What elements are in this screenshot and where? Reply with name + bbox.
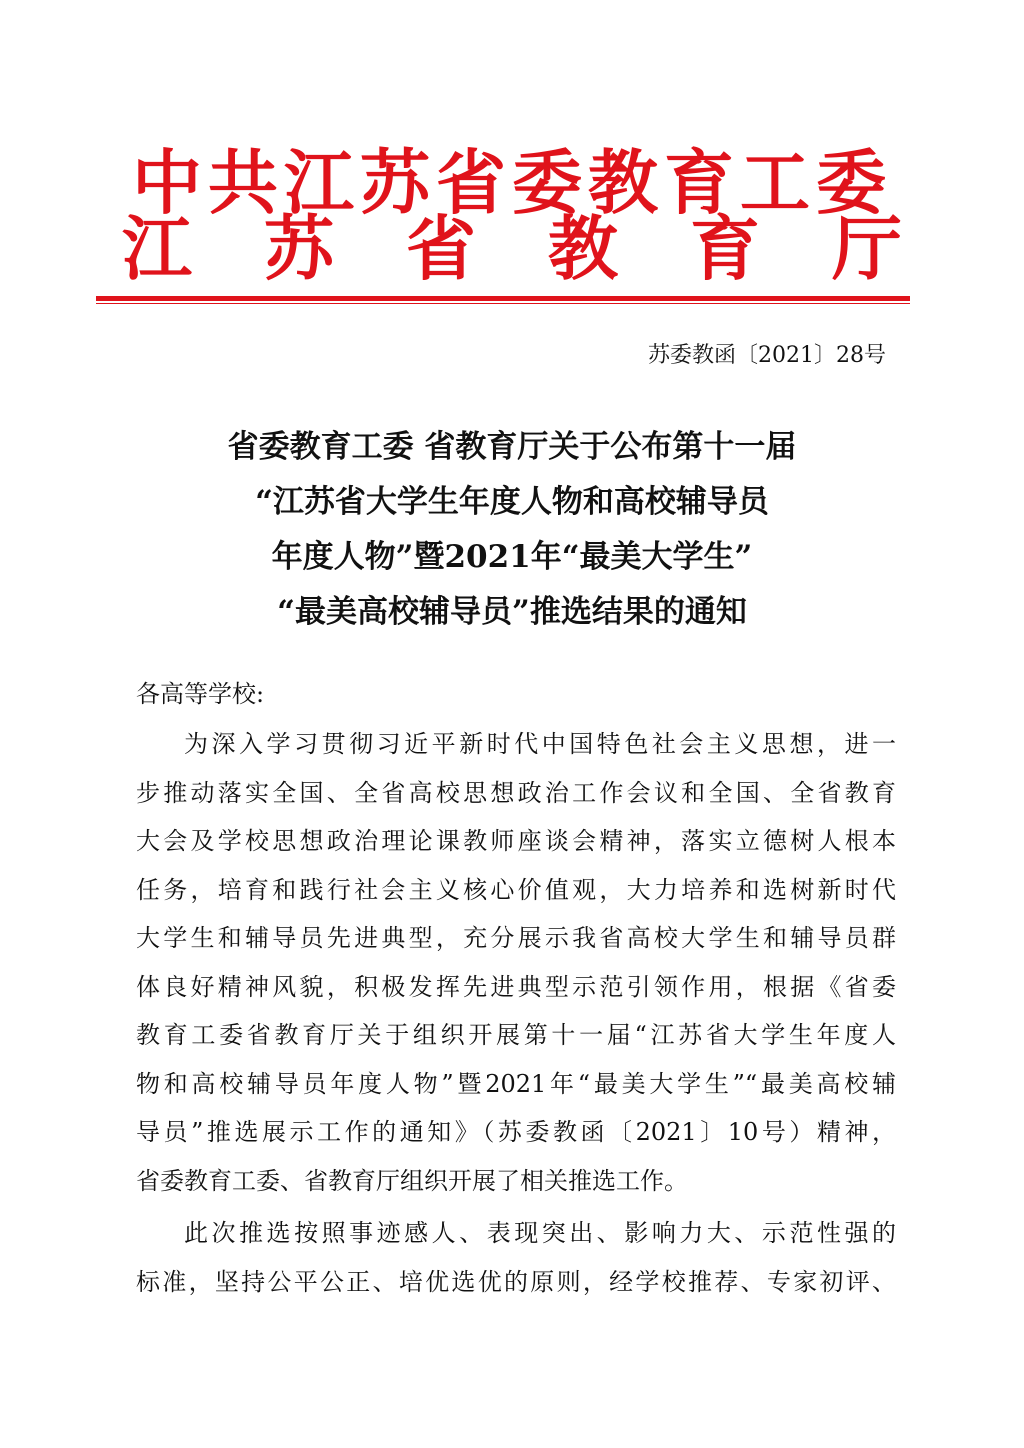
issuer-name-line-1: 中共江苏省委教育工委	[132, 141, 892, 224]
body-line: 任务，培育和践行社会主义核心价值观，大力培养和选树新时代	[136, 875, 896, 904]
title-line: “最美高校辅导员”推选结果的通知	[277, 594, 747, 630]
document-number: 苏委教函〔2021〕28号	[648, 343, 886, 368]
body-line: 为深入学习贯彻习近平新时代中国特色社会主义思想，进一	[184, 730, 896, 758]
issuer-name-line-2: 江苏省教育厅	[122, 207, 974, 290]
body-line: 体良好精神风貌，积极发挥先进典型示范引领作用，根据《省委	[136, 972, 896, 1001]
body-line: 教育工委省教育厅关于组织开展第十一届“江苏省大学生年度人	[136, 1021, 896, 1049]
body-line: 步推动落实全国、全省高校思想政治工作会议和全国、全省教育	[136, 778, 896, 807]
salutation: 各高等学校:	[136, 680, 265, 708]
title-line: 省委教育工委 省教育厅关于公布第十一届	[227, 429, 797, 465]
body-line: 大会及学校思想政治理论课教师座谈会精神，落实立德树人根本	[136, 827, 896, 855]
document-body	[136, 720, 896, 1306]
title-line: 年度人物”暨2021年“最美大学生”	[271, 539, 753, 575]
body-line: 导员”推选展示工作的通知》（苏委教函〔2021〕10号）精神，	[136, 1118, 896, 1146]
title-line: “江苏省大学生年度人物和高校辅导员	[255, 484, 769, 520]
body-line: 标准，坚持公平公正、培优选优的原则，经学校推荐、专家初评、	[136, 1267, 896, 1296]
red-header-rule-thick	[96, 296, 910, 301]
body-line: 大学生和辅导员先进典型，充分展示我省高校大学生和辅导员群	[136, 924, 896, 952]
body-line: 此次推选按照事迹感人、表现突出、影响力大、示范性强的	[184, 1219, 896, 1247]
body-line: 物和高校辅导员年度人物”暨2021年“最美大学生”“最美高校辅	[136, 1069, 896, 1098]
document-title	[0, 420, 1024, 640]
red-header-rule-thin	[96, 303, 910, 304]
body-line: 省委教育工委、省教育厅组织开展了相关推选工作。	[136, 1166, 688, 1195]
